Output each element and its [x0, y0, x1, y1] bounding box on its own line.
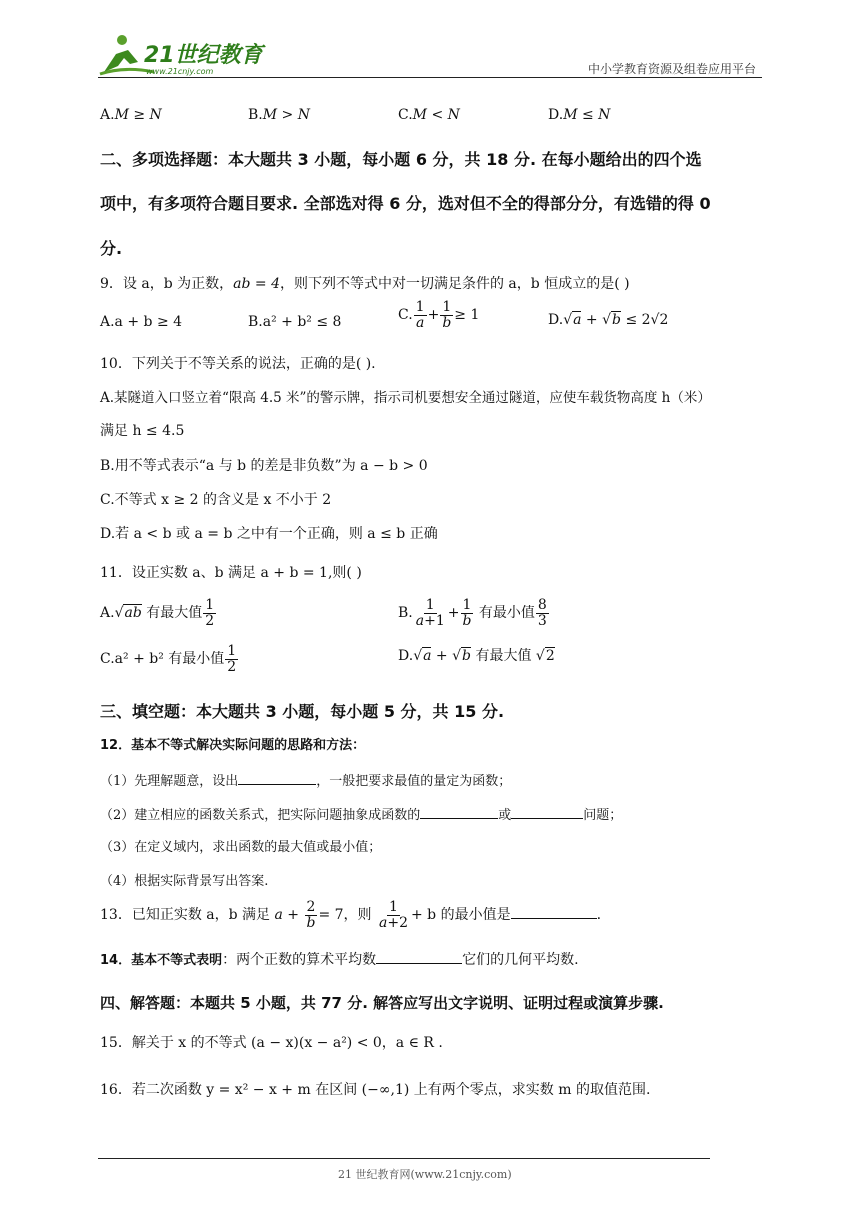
q8-option-c: C.M < N: [398, 107, 460, 123]
q11-stem: 11．设正实数 a、b 满足 a + b = 1,则( ): [100, 565, 362, 581]
section2-heading-line2: 项中，有多项符合题目要求. 全部选对得 6 分，选对但不全的得部分分，有选错的得 0: [100, 194, 711, 213]
q12-step1: （1）先理解题意，设出 ，一般把要求最值的量定为函数；: [100, 774, 512, 789]
q8-option-a: A.M ≥ N: [100, 107, 162, 123]
header-divider: [98, 77, 762, 78]
footer-divider: [98, 1158, 710, 1159]
q10-option-b: B.用不等式表示“a 与 b 的差是非负数”为 a − b > 0: [100, 458, 428, 474]
q14: 14．基本不等式表明：两个正数的算术平均数 它们的几何平均数.: [100, 952, 579, 968]
section3-heading: 三、填空题：本大题共 3 小题，每小题 5 分，共 15 分.: [100, 702, 505, 721]
q9-option-d: D.√a + √b ≤ 2√2: [548, 312, 669, 328]
q11-option-d: D.√a + √b 有最大值 √2: [398, 648, 555, 664]
q12-step3: （3）在定义域内，求出函数的最大值或最小值；: [100, 840, 382, 855]
q11-option-b: B. $\frac{1}{a+1}$ + $\frac{1}{b}$ 有最小值 $\frac{8}{3}$: [398, 597, 547, 629]
q12-step2: （2）建立相应的函数关系式，把实际问题抽象成函数的 或 问题；: [100, 808, 623, 823]
q15: 15．解关于 x 的不等式 (a − x)(x − a²) < 0，a ∈ R .: [100, 1035, 443, 1051]
svg-text:21世纪教育: 21世纪教育: [144, 43, 263, 68]
section4-heading: 四、解答题：本题共 5 小题，共 77 分. 解答应写出文字说明、证明过程或演算步骤.: [100, 994, 664, 1012]
platform-title: 中小学教育资源及组卷应用平台: [587, 62, 756, 76]
q10-stem: 10．下列关于不等关系的说法，正确的是( ).: [100, 356, 376, 372]
q9-stem: 9．设 a，b 为正数，ab = 4，则下列不等式中对一切满足条件的 a，b 恒成立的是( ): [100, 276, 630, 292]
svg-text:www.21cnjy.com: www.21cnjy.com: [146, 67, 214, 76]
q8-option-b: B.M > N: [248, 107, 310, 123]
section2-heading-line3: 分.: [100, 239, 123, 258]
q16: 16．若二次函数 y = x² − x + m 在区间 (−∞,1) 上有两个零点，求实数 m 的取值范围.: [100, 1082, 651, 1098]
q9-option-c: C. $\frac{1}{a}$ + $\frac{1}{b}$ ≥ 1: [398, 299, 480, 331]
q10-option-a-line2: 满足 h ≤ 4.5: [100, 423, 185, 439]
footer-text: 21 世纪教育网(www.21cnjy.com): [338, 1168, 512, 1181]
q10-option-c: C.不等式 x ≥ 2 的含义是 x 不小于 2: [100, 492, 332, 508]
q13: 13．已知正实数 a，b 满足 a + $\frac{2}{b}$ = 7，则 $\frac{1}{a+2}$ + b 的最小值是 .: [100, 899, 602, 931]
q9-option-a: A.a + b ≥ 4: [100, 314, 183, 330]
q12-title: 12．基本不等式解决实际问题的思路和方法：: [100, 738, 366, 753]
section2-heading-line1: 二、多项选择题：本大题共 3 小题，每小题 6 分，共 18 分. 在每小题给出的四个选: [100, 150, 702, 169]
q10-option-a-line1: A.某隧道入口竖立着“限高 4.5 米”的警示牌，指示司机要想安全通过隧道，应使车载货物高度 h（米）: [100, 390, 711, 406]
q11-option-a: A.√ab 有最大值 $\frac{1}{2}$: [100, 597, 215, 629]
q12-step4: （4）根据实际背景写出答案.: [100, 874, 269, 889]
q9-option-b: B.a² + b² ≤ 8: [248, 314, 342, 330]
site-logo: [94, 32, 294, 78]
q11-option-c: C.a² + b² 有最小值 $\frac{1}{2}$: [100, 643, 237, 675]
q10-option-d: D.若 a < b 或 a = b 之中有一个正确，则 a ≤ b 正确: [100, 526, 438, 542]
q8-option-d: D.M ≤ N: [548, 107, 611, 123]
